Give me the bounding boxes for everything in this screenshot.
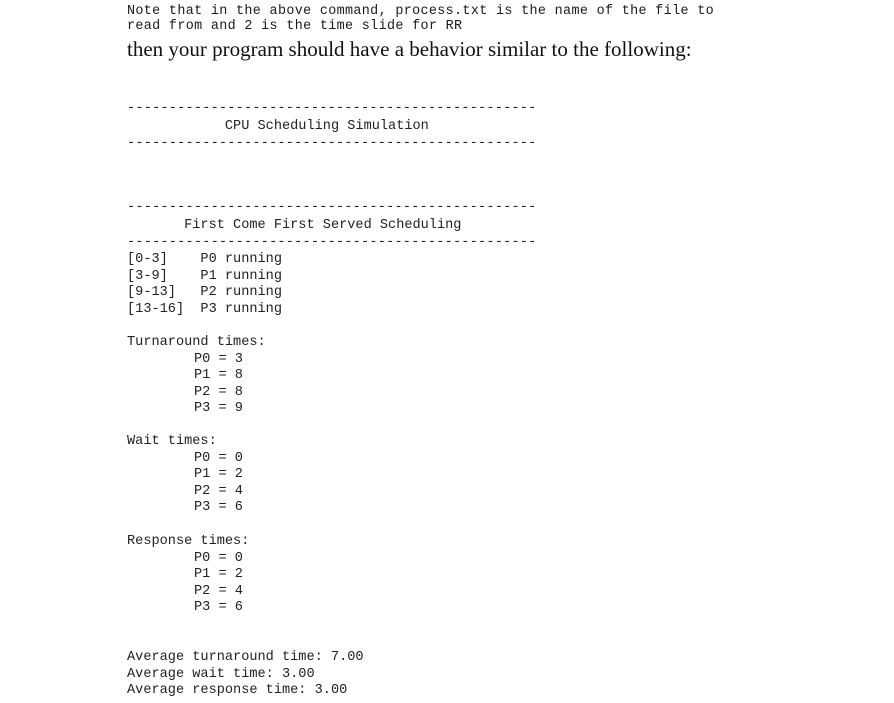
- wait-row: P1 = 2: [194, 467, 243, 483]
- avg-response: Average response time: 3.00: [127, 683, 348, 699]
- averages-section: [127, 650, 867, 700]
- note-line-2: read from and 2 is the time slide for RR: [127, 19, 463, 34]
- wait-row: P3 = 6: [194, 500, 243, 516]
- response-row: P2 = 4: [194, 583, 243, 599]
- wait-label: Wait times:: [127, 434, 217, 449]
- fcfs-header: [127, 200, 867, 252]
- timeline-row: [0-3] P0 running: [127, 252, 282, 267]
- fcfs-title: First Come First Served Scheduling: [127, 217, 462, 233]
- response-row: P0 = 0: [194, 550, 243, 566]
- fcfs-rule-top: -------------------------------------------------: [127, 200, 537, 215]
- turnaround-section: [127, 335, 867, 418]
- turnaround-label: Turnaround times:: [127, 335, 266, 350]
- simulation-banner: [127, 101, 867, 153]
- response-row: P1 = 2: [194, 567, 243, 583]
- turnaround-row: P3 = 9: [194, 401, 243, 417]
- turnaround-row: P2 = 8: [194, 384, 243, 400]
- intro-section: [127, 4, 867, 62]
- avg-wait: Average wait time: 3.00: [127, 666, 315, 682]
- turnaround-row: P1 = 8: [194, 368, 243, 384]
- timeline-row: [13-16] P3 running: [127, 301, 282, 317]
- wait-row: P2 = 4: [194, 483, 243, 499]
- note-line-1: Note that in the above command, process.txt is the name of the file to: [127, 4, 714, 19]
- wait-section: [127, 434, 867, 517]
- behavior-line: then your program should have a behavior similar to the following:: [127, 37, 692, 61]
- banner-title: CPU Scheduling Simulation: [127, 118, 429, 134]
- banner-rule-top: -------------------------------------------------: [127, 101, 537, 116]
- wait-row: P0 = 0: [194, 450, 243, 466]
- timeline-row: [3-9] P1 running: [127, 268, 282, 284]
- document-page: [127, 4, 867, 699]
- timeline-row: [9-13] P2 running: [127, 285, 282, 301]
- response-row: P3 = 6: [194, 600, 243, 616]
- banner-rule-bottom: -------------------------------------------------: [127, 136, 537, 152]
- fcfs-rule-bottom: -------------------------------------------------: [127, 235, 537, 251]
- turnaround-row: P0 = 3: [194, 351, 243, 367]
- avg-turnaround: Average turnaround time: 7.00: [127, 650, 364, 665]
- response-label: Response times:: [127, 534, 250, 549]
- response-section: [127, 534, 867, 617]
- timeline: [127, 252, 867, 318]
